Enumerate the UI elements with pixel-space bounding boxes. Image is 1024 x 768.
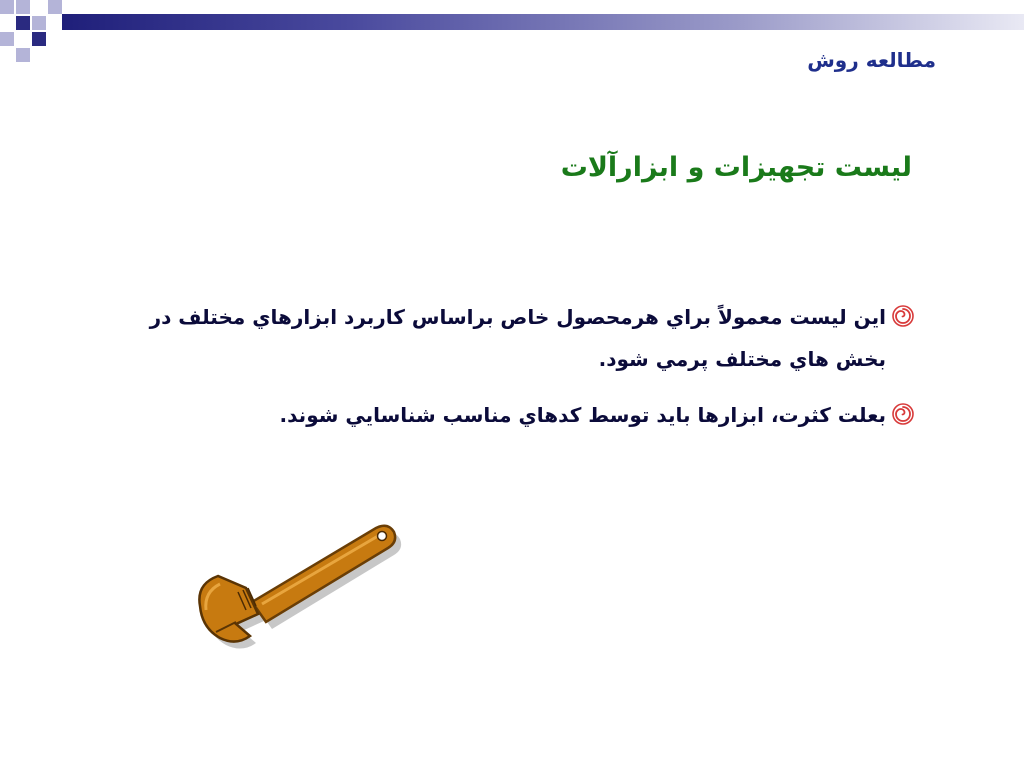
bullet-list bbox=[102, 296, 914, 450]
bullet-item bbox=[102, 394, 914, 436]
slide-title: ليست تجهيزات و ابزارآلات bbox=[560, 152, 912, 183]
section-label: مطالعه روش bbox=[807, 48, 936, 72]
bullet-text: اين ليست معمولاً براي هرمحصول خاص براساس کاربرد ابزارهاي مختلف در بخش هاي مختلف پرمي شود. bbox=[149, 305, 886, 371]
wrench-icon bbox=[192, 514, 414, 654]
bullet-item bbox=[102, 296, 914, 380]
corner-decoration-squares bbox=[0, 0, 80, 64]
swirl-bullet-icon bbox=[892, 305, 914, 327]
bullet-text: بعلت کثرت، ابزارها بايد توسط کدهاي مناسب شناسايي شوند. bbox=[279, 403, 886, 427]
header-gradient-bar bbox=[62, 14, 1024, 30]
swirl-bullet-icon bbox=[892, 403, 914, 425]
